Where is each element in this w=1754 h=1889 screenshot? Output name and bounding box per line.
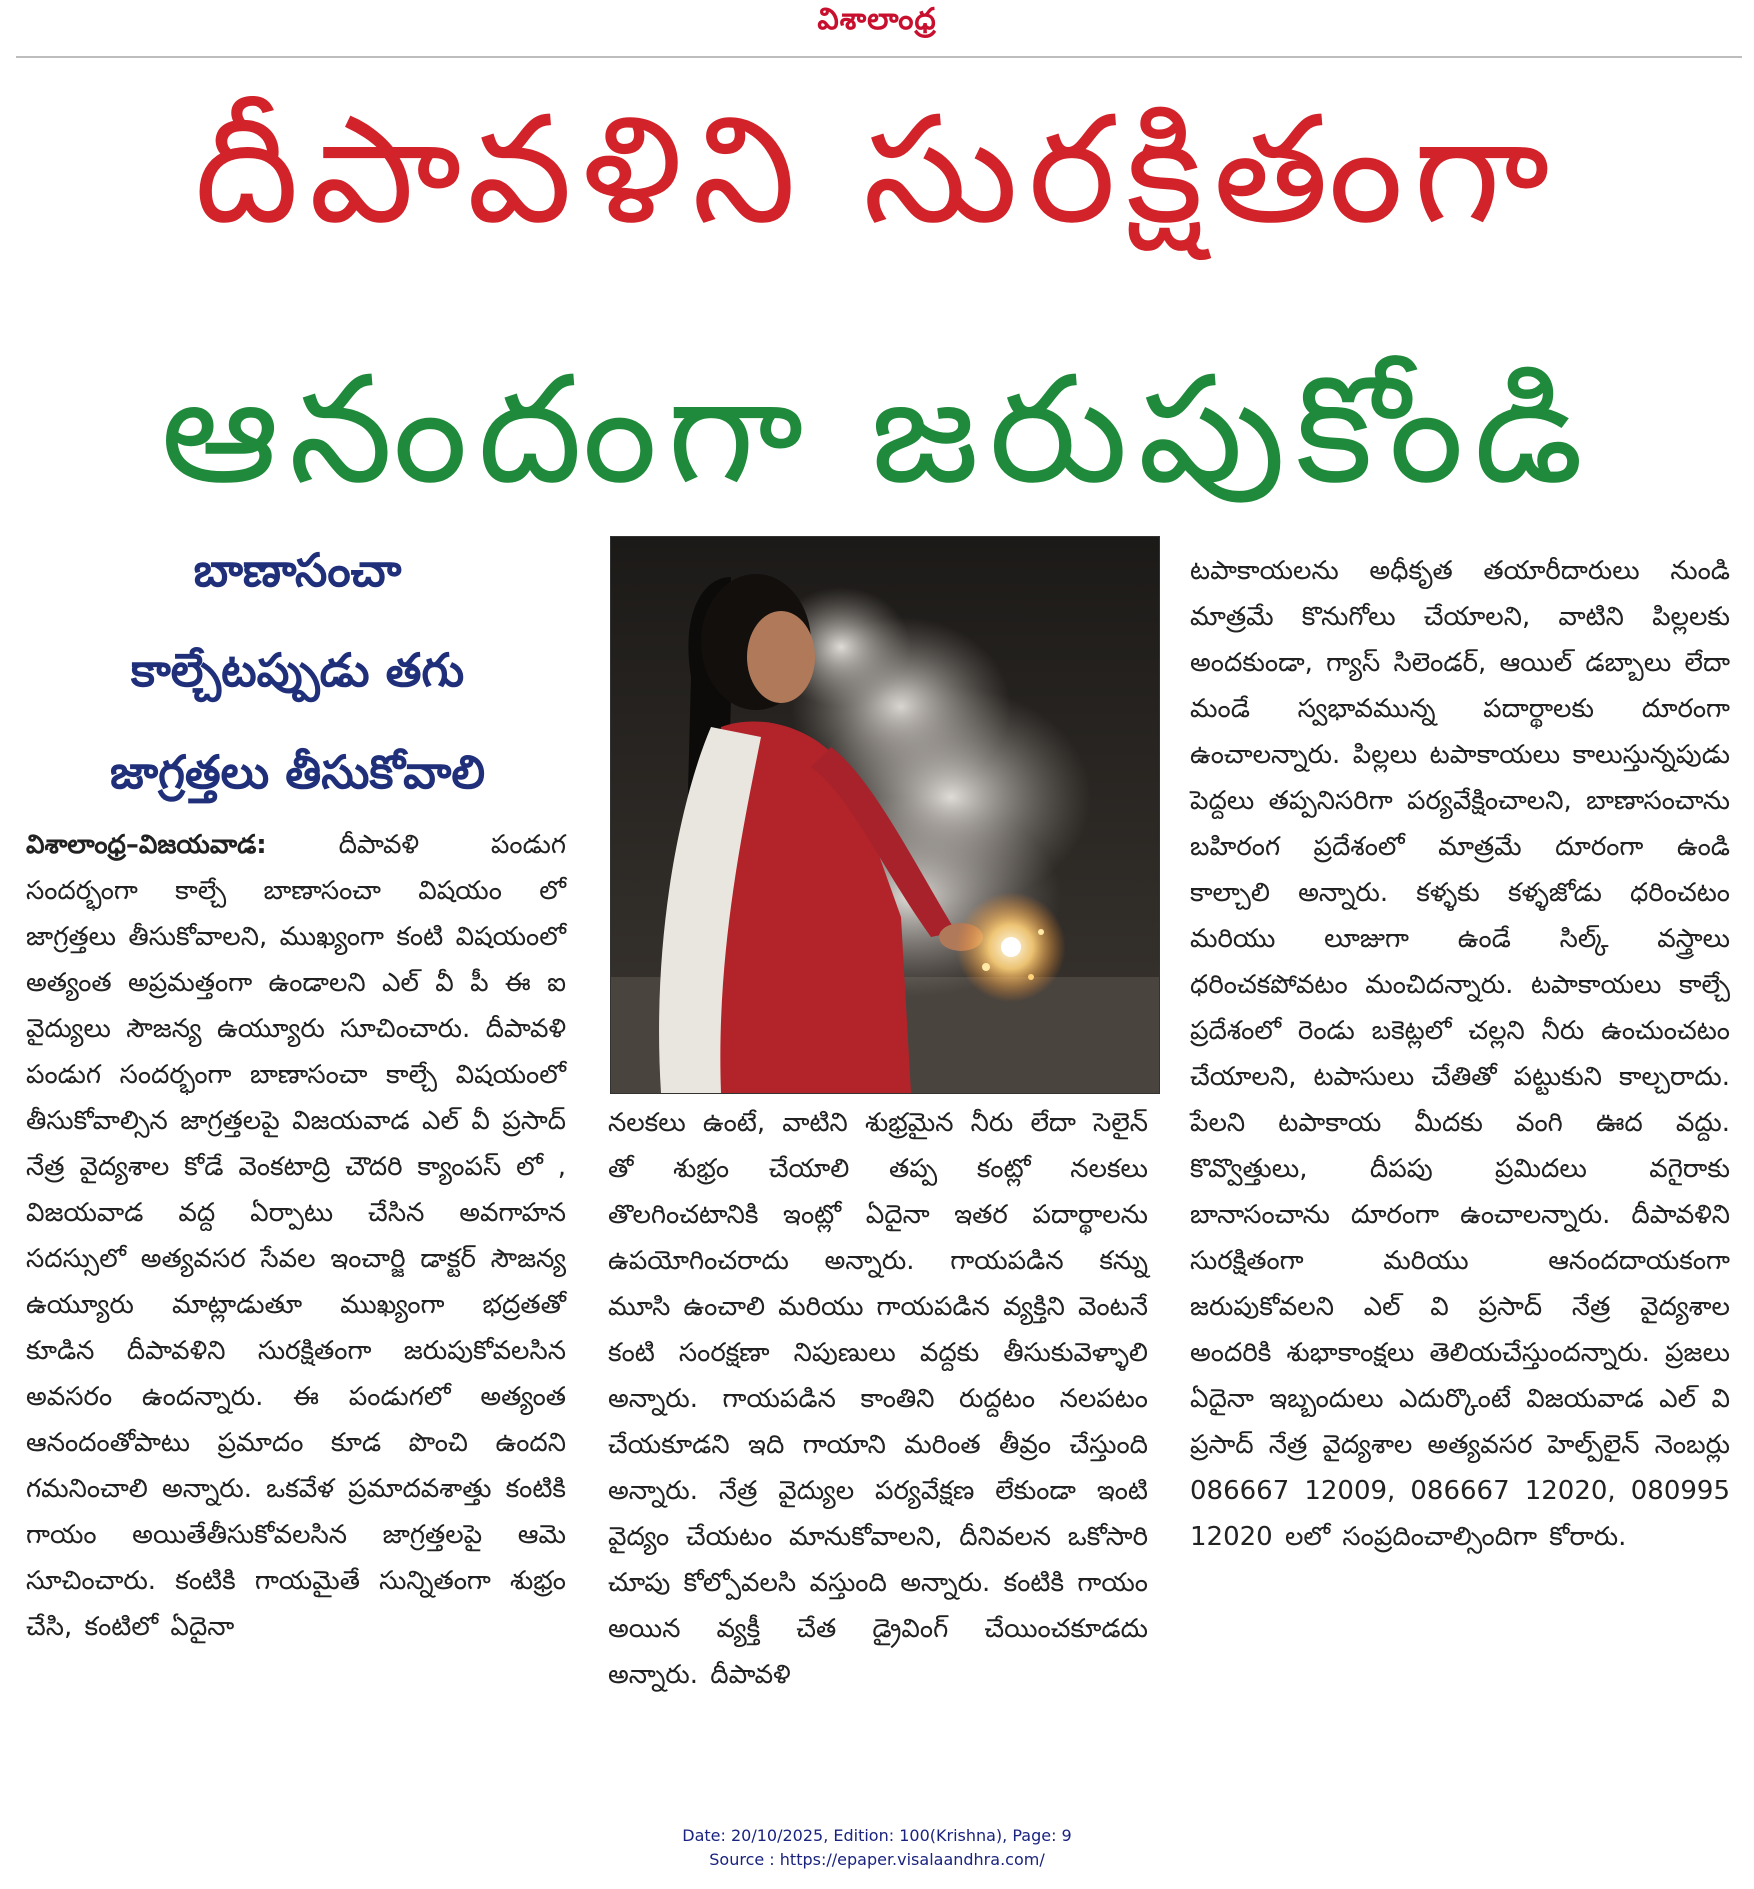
article-column-2: నలకలు ఉంటే, వాటిని శుభ్రమైన నీరు లేదా సెలైన్ తో శుభ్రం చేయాలి తప్ప కంట్లో నలకలు తొలగించటానికి ఇంట్లో ఏదైనా ఇతర పదార్థాలను ఉపయోగించరాదు అన్నారు. గాయపడిన కన్ను మూసి ఉంచాలి మరియు గాయపడిన వ్యక్తిని వెంటనే కంటి సంరక్షణా నిపుణులు వద్దకు తీసుకువెళ్ళాలి అన్నారు. గాయపడిన కాంతిని రుద్దటం నలపటం చేయకూడని ఇది గాయాని మరింత తీవ్రం చేస్తుంది అన్నారు. నేత్ర వైద్యుల పర్యవేక్షణ లేకుండా ఇంటి వైద్యం చేయటం మానుకోవాలని, దీనివలన ఒకోసారి చూపు కోల్పోవలసి వస్తుంది అన్నారు. కంటికి గాయం అయిన వ్యక్తీ చేత డ్రైవింగ్ చేయించకూడదు అన్నారు. దీపావళి: [608, 1108, 1148, 1690]
subheadline-line-2: కాల్చేటప్పుడు తగు: [130, 643, 465, 697]
subheadline-line-3: జాగ్రత్తలు తీసుకోవాలి: [109, 745, 486, 799]
subheadline-line-1: బాణాసంచా: [193, 543, 402, 597]
article-column-3: టపాకాయలను అధీకృత తయారీదారులు నుండి మాత్రమే కొనుగోలు చేయాలని, వాటిని పిల్లలకు అందకుండా, గ్యాస్ సిలెండర్, ఆయిల్ డబ్బాలు లేదా మండే స్వభావమున్న పదార్థాలకు దూరంగా ఉంచాలన్నారు. పిల్లలు టపాకాయలు కాలుస్తున్నపుడు పెద్దలు తప్పనిసరిగా పర్యవేక్షించాలని, బాణాసంచాను బహిరంగ ప్రదేశంలో మాత్రమే దూరంగా ఉండి కాల్చాలి అన్నారు. కళ్ళకు కళ్ళజోడు ధరించటం మరియు లూజుగా ఉండే సిల్క్ వస్త్రాలు ధరించకపోవటం మంచిదన్నారు. టపాకాయలు కాల్చే ప్రదేశంలో రెండు బకెట్లలో చల్లని నీరు ఉంచుంచటం చేయాలని, టపాసులు చేతితో పట్టుకుని కాల్చరాదు. పేలని టపాకాయ మీదకు వంగి ఊద వద్దు. కొవ్వొత్తులు, దీపపు ప్రమిదలు వగైరాకు బానాసంచాను దూరంగా ఉంచాలన్నారు. దీపావళిని సురక్షితంగా మరియు ఆనందదాయకంగా జరుపుకోవలని ఎల్ వి ప్రసాద్ నేత్ర వైద్యశాల అందరికి శుభాకాంక్షలు తెలియచేస్తుందన్నారు. ప్రజలు ఏదైనా ఇబ్బందులు ఎదుర్కొంటే విజయవాడ ఎల్ వి ప్రసాద్ నేత్ర వైద్యశాల అత్యవసర హెల్ప్‌లైన్ నెంబర్లు 086667 12009, 086667 12020, 080995 12020 లలో సంప్రదించాల్సిందిగా కోరారు.: [1190, 556, 1730, 1552]
article-column-1-text: దీపావళి పండుగ సందర్భంగా కాల్చే బాణాసంచా విషయం లో జాగ్రత్తలు తీసుకోవాలని, ముఖ్యంగా కంటి విషయంలో అత్యంత అప్రమత్తంగా ఉండాలని ఎల్ వీ పీ ఈ ఐ వైద్యులు సౌజన్య ఉయ్యూరు సూచించారు. దీపావళి పండుగ సందర్భంగా బాణాసంచా కాల్చే విషయంలో తీసుకోవాల్సిన జాగ్రత్తలపై విజయవాడ ఎల్ వీ ప్రసాద్ నేత్ర వైద్యశాల కోడే వెంకటాద్రి చౌదరి క్యాంపస్ లో , విజయవాడ వద్ద ఏర్పాటు చేసిన అవగాహన సదస్సులో అత్యవసర సేవల ఇంచార్జి డాక్టర్ సౌజన్య ఉయ్యూరు మాట్లాడుతూ ముఖ్యంగా భద్రతతో కూడిన దీపావళిని సురక్షితంగా జరుపుకోవలసిన అవసరం ఉందన్నారు. ఈ పండుగలో అత్యంత ఆనందంతోపాటు ప్రమాదం కూడ పొంచి ఉందని గమనించాలి అన్నారు. ఒకవేళ ప్రమాదవశాత్తు కంటికి గాయం అయితేతీసుకోవలసిన జాగ్రత్తలపై ఆమె సూచించారు. కంటికి గాయమైతే సున్నితంగా శుభ్రం చేసి, కంటిలో ఏదైనా: [26, 830, 566, 1642]
masthead: [0, 0, 1754, 40]
masthead-divider: [16, 56, 1742, 58]
article-photo: [610, 536, 1160, 1094]
masthead-logo: విశాలాంధ్ర: [817, 2, 937, 37]
headline-line-2: ఆనందంగా జరుపుకోండి: [160, 344, 1594, 516]
article-column-1: [26, 822, 566, 1650]
photo-illustration: [611, 537, 1159, 1093]
footer-source-link[interactable]: Source : https://epaper.visalaandhra.com/: [709, 1850, 1045, 1869]
article-dateline: విశాలాంధ్ర–విజయవాడ:: [26, 830, 267, 860]
footer-date-edition: Date: 20/10/2025, Edition: 100(Krishna), Page: 9: [682, 1826, 1072, 1845]
headline-line-1: దీపావళిని సురక్షితంగా: [194, 84, 1560, 256]
